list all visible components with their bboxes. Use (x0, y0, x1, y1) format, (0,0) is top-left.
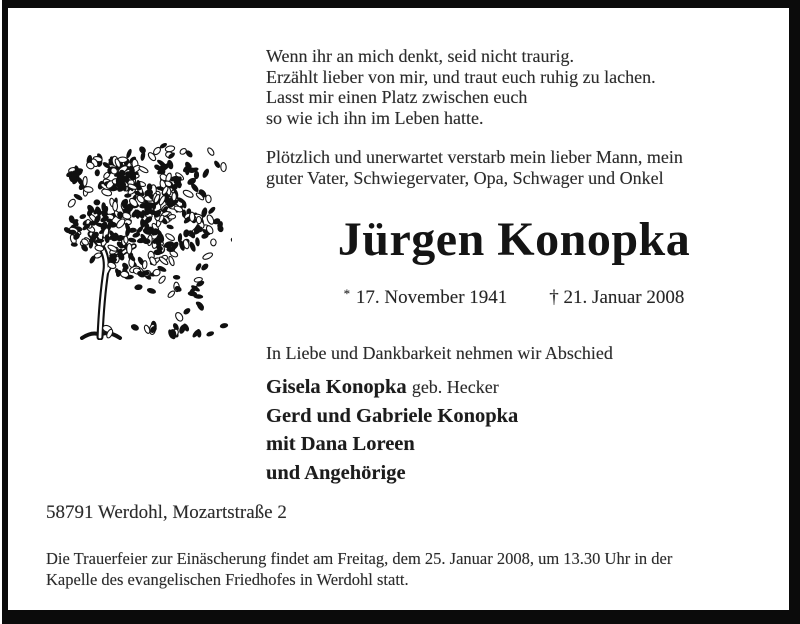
tree-with-falling-leaves-icon (46, 132, 232, 340)
notice-border-frame (2, 0, 800, 624)
announcement-line: guter Vater, Schwiegervater, Opa, Schwager und Onkel (266, 167, 664, 188)
memorial-poem (266, 46, 656, 128)
mourner-line: Gerd und Gabriele Konopka (266, 404, 519, 427)
death-date (549, 287, 684, 308)
farewell-line: In Liebe und Dankbarkeit nehmen wir Abschied (266, 343, 613, 363)
birth-star-symbol: * (343, 286, 352, 301)
mourner-line (266, 373, 518, 402)
poem-line: so wie ich ihn im Leben hatte. (266, 107, 484, 128)
mourner-line: mit Dana Loreen (266, 433, 415, 455)
poem-line: Lasst mir einen Platz zwischen euch (266, 87, 528, 107)
deceased-name: Jürgen Konopka (337, 213, 691, 266)
poem-line: Wenn ihr an mich denkt, seid nicht traurig. (266, 46, 574, 66)
home-address: 58791 Werdohl, Mozartstraße 2 (46, 502, 287, 523)
funeral-info-line: Kapelle des evangelischen Friedhofes in Werdohl statt. (46, 570, 409, 589)
announcement-line: Plötzlich und unerwartet verstarb mein lieber Mann, mein (266, 147, 683, 167)
life-dates (238, 286, 790, 309)
funeral-info-line: Die Trauerfeier zur Einäscherung findet am Freitag, dem 25. Januar 2008, um 13.30 Uhr in der (46, 549, 673, 568)
death-date-text: 21. Januar 2008 (563, 287, 685, 308)
death-cross-symbol: † (549, 287, 559, 308)
mourner-line: und Angehörige (266, 461, 406, 484)
death-announcement (266, 147, 683, 188)
birth-date-text: 17. November 1941 (355, 287, 508, 308)
funeral-information (46, 548, 672, 590)
mourners-list (266, 373, 518, 487)
birth-date (344, 287, 508, 308)
poem-line: Erzählt lieber von mir, und traut euch ruhig zu lachen. (266, 66, 656, 87)
mourner-name: Gisela Konopka (266, 376, 407, 398)
maiden-name: geb. Hecker (411, 377, 499, 397)
